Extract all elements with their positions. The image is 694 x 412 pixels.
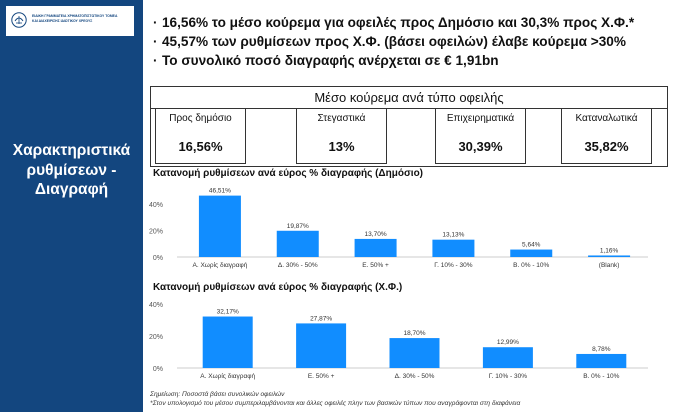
section-title-line: Διαγραφή xyxy=(34,181,109,198)
logo-text xyxy=(32,14,130,23)
bar-data-label: 1,16% xyxy=(599,247,619,255)
bar-data-label: 5,64% xyxy=(522,241,541,249)
x-category-label: Δ. 30% - 50% xyxy=(277,262,318,269)
bar-data-label: 12,99% xyxy=(496,339,519,347)
headline-bullets xyxy=(153,14,634,71)
section-title xyxy=(2,141,141,200)
bar[interactable] xyxy=(199,196,241,257)
kpi-value: 13% xyxy=(328,139,355,154)
kpi-label: Προς δημόσιο xyxy=(169,113,232,124)
x-category-label: Α. Χωρίς διαγραφή xyxy=(200,373,256,380)
bar[interactable] xyxy=(432,240,474,257)
kpi-card-business xyxy=(435,108,526,164)
bar[interactable] xyxy=(296,323,346,368)
bullet-text: 16,56% το μέσο κούρεμα για οφειλές προς Δημόσιο και 30,3% προς Χ.Φ.* xyxy=(162,15,635,30)
section-title-line: ρυθμίσεων - xyxy=(26,161,117,179)
y-tick-label: 40% xyxy=(148,302,163,309)
bullet-marker: · xyxy=(153,15,158,30)
greek-seal-icon xyxy=(11,11,27,29)
bullet-text: Το συνολικό ποσό διαγραφής ανέρχεται σε € 1,91bn xyxy=(162,53,499,68)
footnote-note: Σημείωση: Ποσοστά βάσει συνολικών οφειλών xyxy=(150,391,285,398)
footnote-asterisk: *Στον υπολογισμό του μέσου συμπεριλαμβάνονται και άλλες οφειλές πλην των βασικών τύπων που αναγράφονται στη διαφάνεια xyxy=(150,400,521,407)
kpi-value: 16,56% xyxy=(178,139,223,154)
bullet-marker: · xyxy=(153,53,158,68)
bar[interactable] xyxy=(277,231,319,257)
bar-data-label: 27,87% xyxy=(310,315,333,323)
kpi-label: Στεγαστικά xyxy=(317,113,366,124)
bullet-item xyxy=(153,14,634,32)
kpi-value: 35,82% xyxy=(584,139,629,154)
bar[interactable] xyxy=(355,239,397,257)
ministry-logo xyxy=(6,6,134,36)
x-category-label: Δ. 30% - 50% xyxy=(394,373,435,380)
logo-line: ΕΙΔΙΚΗ ΓΡΑΜΜΑΤΕΙΑ ΧΡΗΜΑΤΟΠΙΣΤΩΤΙΚΟΥ ΤΟΜΕΑ xyxy=(32,14,118,18)
bar-data-label: 8,78% xyxy=(592,345,611,353)
bar-data-label: 19,87% xyxy=(286,222,309,230)
bar[interactable] xyxy=(510,250,552,257)
kpi-card-housing xyxy=(296,108,387,164)
x-category-label: Ε. 50% + xyxy=(362,262,389,269)
bar[interactable] xyxy=(576,354,626,368)
x-category-label: Γ. 10% - 30% xyxy=(488,373,528,380)
bar[interactable] xyxy=(483,347,533,368)
x-category-label: Β. 0% - 10% xyxy=(513,262,550,269)
kpi-label: Καταναλωτικά xyxy=(575,113,638,124)
y-tick-label: 0% xyxy=(152,255,163,262)
kpi-value: 30,39% xyxy=(458,139,503,154)
bullet-text: 45,57% των ρυθμίσεων προς Χ.Φ. (βάσει οφειλών) έλαβε κούρεμα >30% xyxy=(162,34,626,49)
bullet-marker: · xyxy=(153,34,158,49)
x-category-label: Β. 0% - 10% xyxy=(583,373,620,380)
bar-data-label: 18,70% xyxy=(403,330,426,338)
x-category-label: (Blank) xyxy=(598,262,620,269)
bar-chart-private xyxy=(143,296,673,388)
x-category-label: Α. Χωρίς διαγραφή xyxy=(192,262,248,269)
bullet-item xyxy=(153,52,634,70)
bar-chart-public xyxy=(143,183,673,275)
bar-data-label: 13,70% xyxy=(364,230,387,238)
bar-data-label: 32,17% xyxy=(216,308,239,316)
y-tick-label: 40% xyxy=(148,202,163,210)
kpi-card-public xyxy=(155,108,246,164)
logo-line: ΚΑΙ ΔΙΑΧΕΙΡΙΣΗΣ ΙΔΙΩΤΙΚΟΥ ΧΡΕΟΥΣ xyxy=(32,18,93,23)
bullet-item xyxy=(153,33,634,51)
bar-data-label: 13,13% xyxy=(442,231,465,239)
bar-data-label: 46,51% xyxy=(208,187,231,195)
bar[interactable] xyxy=(588,255,630,257)
kpi-label: Επιχειρηματικά xyxy=(446,113,515,124)
x-category-label: Γ. 10% - 30% xyxy=(434,262,473,269)
sidebar xyxy=(0,0,143,412)
x-category-label: Ε. 50% + xyxy=(307,373,335,380)
chart-title-public: Κατανομή ρυθμίσεων ανά εύρος % διαγραφής (Δημόσιο) xyxy=(153,168,424,179)
section-title-line: Χαρακτηριστικά xyxy=(12,142,131,159)
kpi-header: Μέσο κούρεμα ανά τύπο οφειλής xyxy=(151,87,667,109)
kpi-card-consumer xyxy=(561,108,652,164)
y-tick-label: 20% xyxy=(148,334,163,341)
bar[interactable] xyxy=(390,338,440,368)
bar[interactable] xyxy=(203,317,253,368)
chart-title-private: Κατανομή ρυθμίσεων ανά εύρος % διαγραφής (Χ.Φ.) xyxy=(153,282,403,293)
y-tick-label: 0% xyxy=(152,366,163,373)
y-tick-label: 20% xyxy=(148,228,163,236)
